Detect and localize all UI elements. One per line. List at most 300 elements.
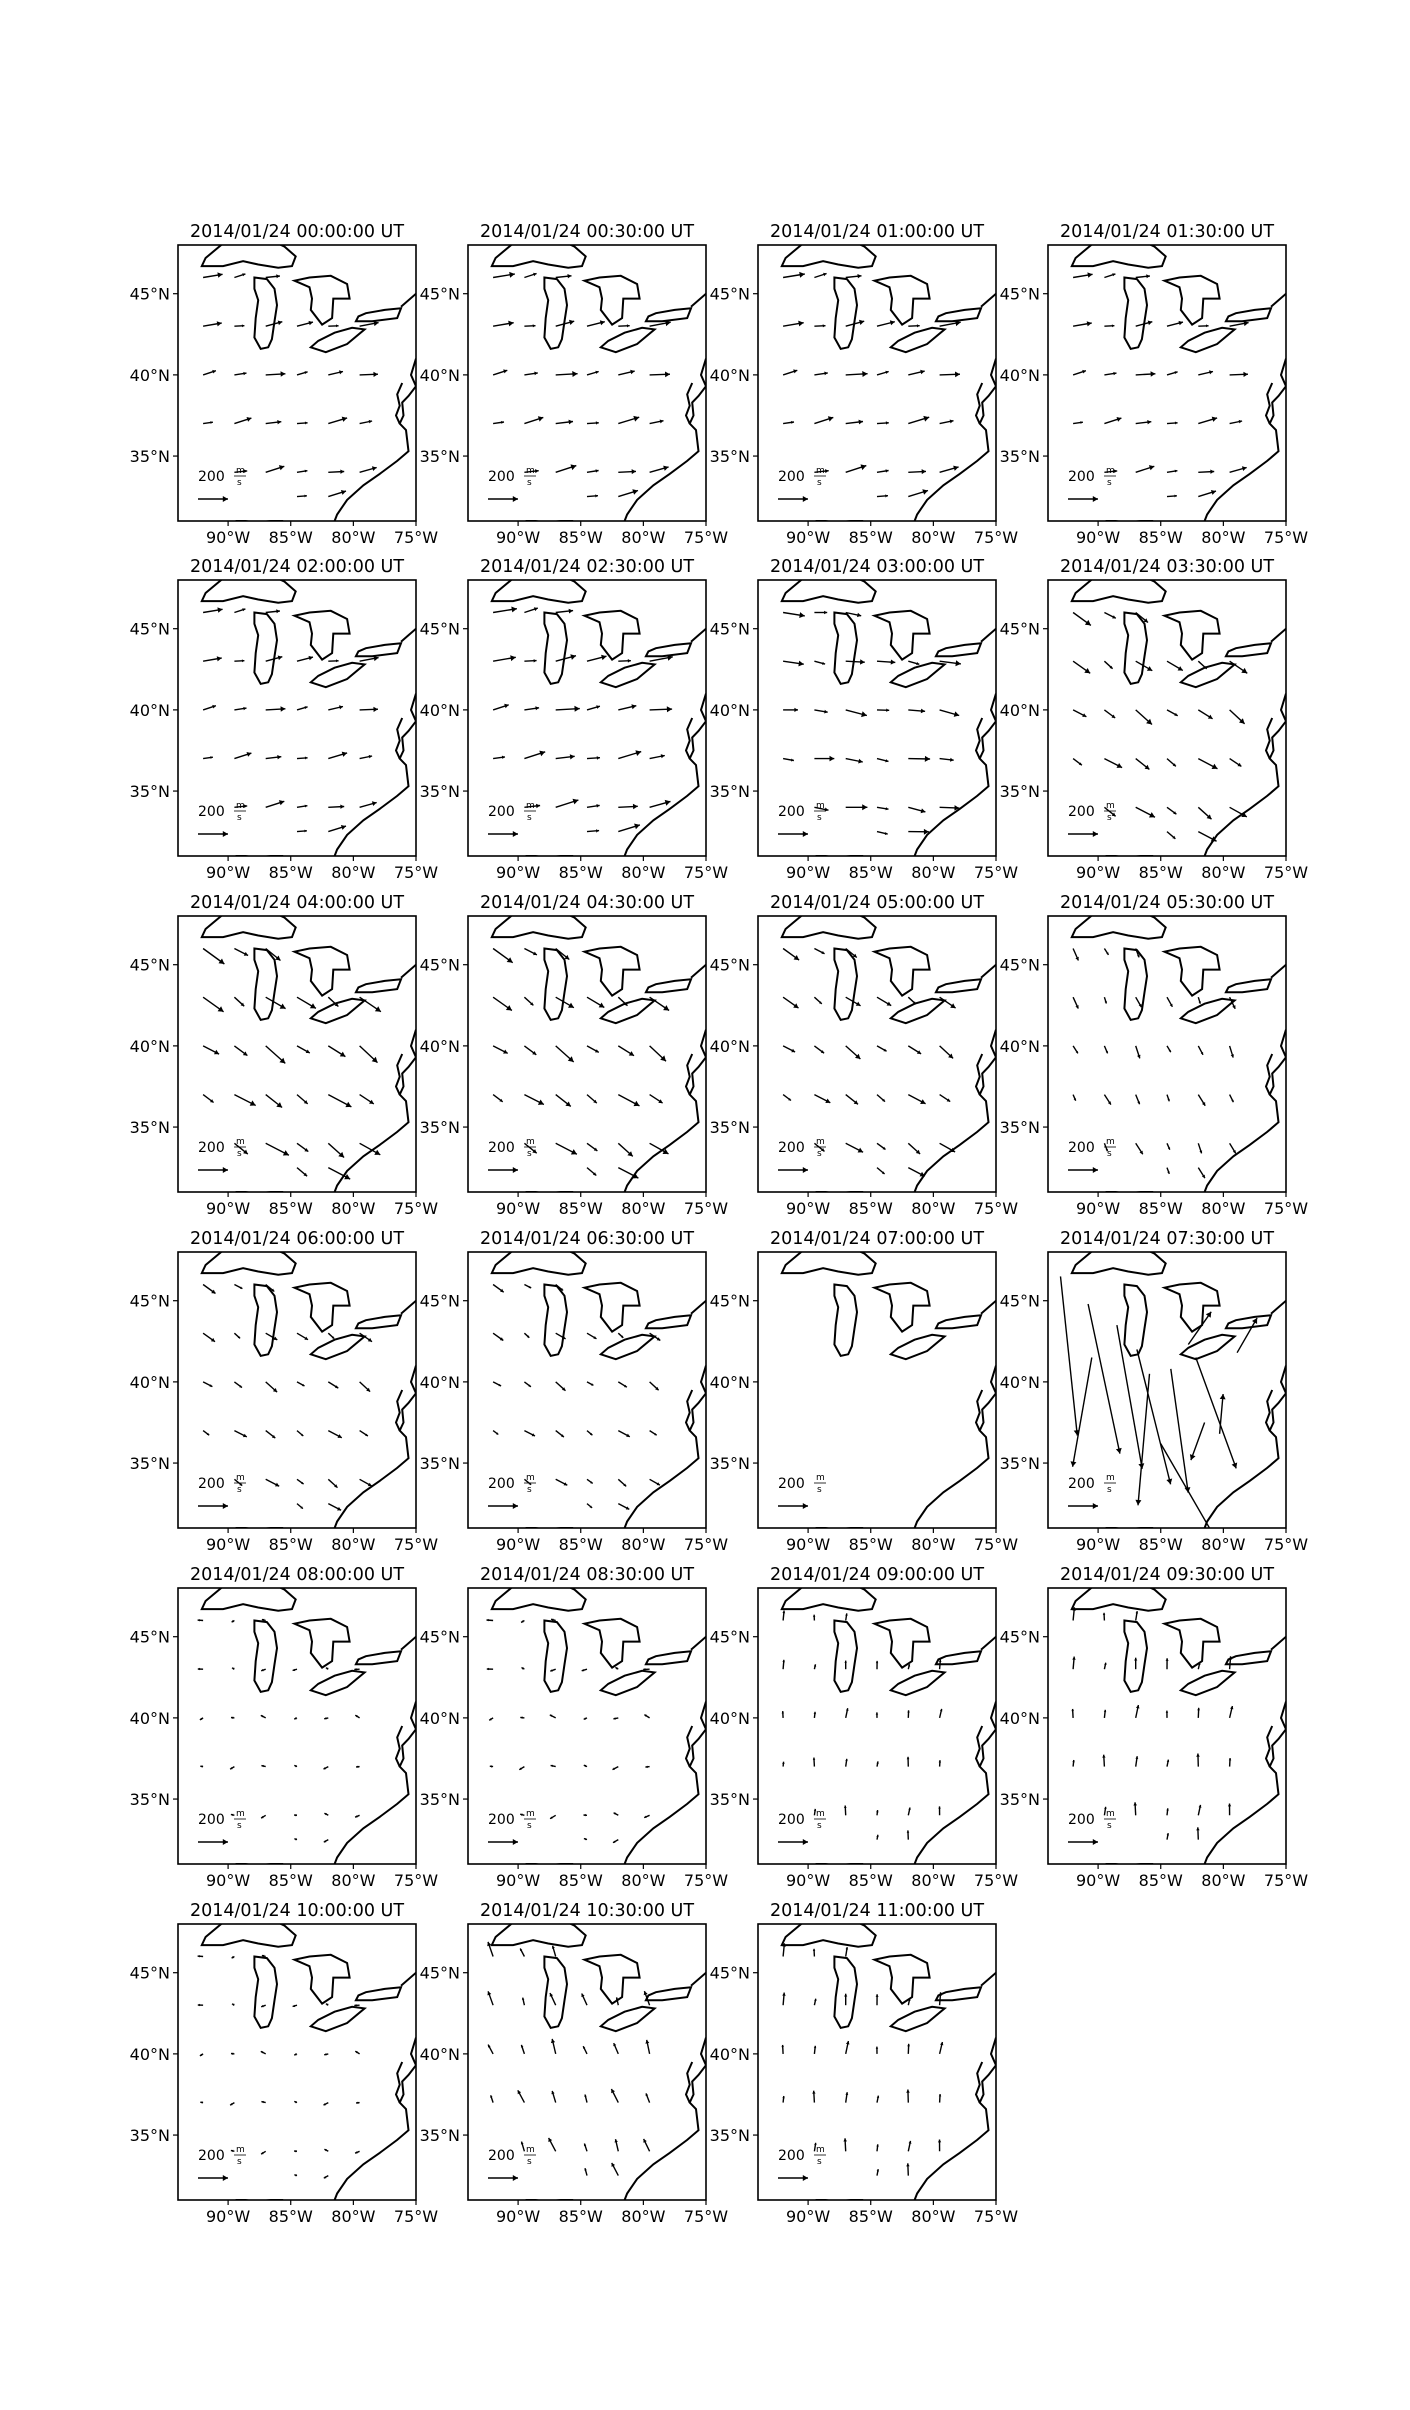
lake-outline — [1181, 1671, 1235, 1695]
wind-vector — [814, 710, 827, 714]
lon-tick-label: 85°W — [268, 2207, 313, 2226]
wind-vector — [297, 1333, 308, 1340]
lon-tick-label: 80°W — [621, 1199, 666, 1218]
wind-vector — [938, 1806, 941, 1815]
vector-head — [198, 1668, 200, 1671]
scale-unit-den: s — [237, 813, 242, 823]
vector-head — [667, 706, 672, 712]
coastline-bay — [1266, 1054, 1272, 1095]
river-line — [691, 1637, 706, 1650]
vector-head — [803, 1503, 808, 1509]
wind-vector — [328, 490, 346, 497]
wind-vector — [293, 2005, 297, 2007]
wind-vector — [1104, 417, 1121, 424]
wind-vector — [519, 1767, 524, 1770]
wind-vector — [261, 1815, 266, 1818]
wind-vector — [618, 750, 641, 758]
wind-vector — [1072, 1760, 1075, 1767]
lake-outline — [1226, 1651, 1271, 1664]
wind-vector — [324, 2149, 328, 2151]
lon-tick-label: 75°W — [1263, 528, 1309, 547]
lat-tick-label: 40°N — [709, 1708, 750, 1728]
scale-unit-den: s — [527, 1485, 532, 1495]
wind-vector — [876, 1835, 878, 1840]
vector-head — [305, 422, 308, 425]
wind-vector — [1198, 324, 1208, 327]
lake-outline — [601, 663, 655, 687]
lat-tick-label: 40°N — [999, 1036, 1040, 1056]
wind-vector — [266, 420, 282, 424]
lon-tick-label: 85°W — [558, 1535, 603, 1554]
wind-vector — [613, 1717, 618, 1719]
scale-unit-num: m — [236, 1473, 245, 1483]
panel-title: 2014/01/24 02:30:00 UT — [479, 557, 695, 577]
lake-outline — [601, 2007, 655, 2031]
vector-head — [1196, 1754, 1200, 1757]
vector-head — [862, 371, 867, 377]
lat-tick-label: 40°N — [419, 700, 460, 720]
wind-vector — [203, 1285, 215, 1294]
vector-field — [198, 1955, 360, 2178]
vector-head — [1196, 1827, 1199, 1830]
wind-vector — [328, 705, 343, 710]
wind-vector — [328, 1431, 342, 1438]
lon-tick-label: 75°W — [973, 528, 1019, 547]
wind-vector — [297, 1431, 303, 1436]
scale-label: 200 — [488, 469, 515, 485]
vector-head — [876, 2047, 879, 2049]
wind-vector — [877, 1143, 886, 1149]
lat-tick-label: 35°N — [999, 447, 1040, 467]
vector-head — [1212, 417, 1217, 422]
wind-vector — [521, 1620, 524, 1622]
wind-vector — [266, 1333, 278, 1340]
wind-vector — [584, 1838, 587, 1840]
wind-vector — [584, 1717, 587, 1719]
vector-head — [906, 2090, 910, 2093]
wind-vector — [908, 324, 919, 327]
scale-arrow — [198, 1503, 228, 1509]
wind-vector — [324, 2176, 329, 2179]
lake-outline — [1181, 999, 1235, 1023]
wind-vector — [493, 1095, 503, 1102]
river-line — [691, 294, 706, 307]
wind-vector — [487, 1668, 493, 1671]
wind-vector — [614, 1813, 619, 1816]
map-panel — [710, 1229, 1019, 1554]
lake-outline — [601, 999, 655, 1023]
lon-tick-label: 80°W — [1201, 1871, 1246, 1890]
vector-head — [1175, 422, 1178, 425]
vector-head — [876, 1994, 879, 1997]
panel-title: 2014/01/24 05:00:00 UT — [769, 893, 985, 913]
wind-vector — [846, 274, 862, 278]
lat-tick-label: 40°N — [419, 1036, 460, 1056]
wind-vector — [939, 2094, 942, 2103]
lake-outline — [875, 611, 930, 660]
wind-vector — [1104, 1710, 1107, 1718]
lake-outline — [544, 278, 567, 349]
wind-vector — [360, 372, 378, 377]
vector-head — [938, 1806, 941, 1808]
scale-label: 200 — [198, 1140, 225, 1156]
wind-vector — [813, 1615, 816, 1621]
wind-vector — [583, 2046, 587, 2054]
wind-vector — [1198, 997, 1201, 1004]
lon-tick-label: 90°W — [496, 1535, 541, 1554]
lon-tick-label: 90°W — [496, 528, 541, 547]
vector-field — [1073, 949, 1236, 1179]
wind-vector — [1167, 371, 1178, 375]
lon-tick-label: 75°W — [393, 1871, 439, 1890]
wind-vector — [1230, 759, 1242, 767]
lake-outline — [834, 1621, 857, 1692]
wind-vector — [297, 830, 307, 833]
lake-outline — [585, 1619, 640, 1668]
lake-outline — [891, 1335, 945, 1359]
wind-vector — [266, 997, 286, 1009]
wind-vector — [261, 1715, 266, 1718]
lon-tick-label: 90°W — [206, 1871, 251, 1890]
map-panel — [1000, 557, 1309, 882]
lat-tick-label: 45°N — [709, 1627, 750, 1647]
lat-tick-label: 35°N — [129, 1790, 170, 1810]
wind-vector — [1104, 1046, 1108, 1054]
wind-vector — [783, 708, 798, 712]
lake-outline — [585, 276, 640, 325]
lat-tick-label: 45°N — [419, 619, 460, 639]
vector-head — [628, 659, 631, 663]
coastline-bay — [976, 718, 982, 759]
wind-vector — [846, 1947, 849, 1956]
wind-vector — [556, 754, 575, 759]
lake-outline — [1165, 276, 1220, 325]
wind-vector — [266, 1095, 282, 1108]
coastline-atlantic — [1205, 1702, 1286, 1864]
wind-vector — [812, 2091, 815, 2103]
wind-vector — [328, 805, 344, 809]
wind-vector — [814, 2046, 817, 2054]
vector-head — [218, 1006, 224, 1012]
lake-outline — [875, 1283, 930, 1332]
lake-outline — [936, 1651, 981, 1664]
coastline-bay — [976, 1054, 982, 1095]
vector-head — [844, 1994, 847, 1997]
wind-vector — [908, 829, 929, 835]
wind-vector — [908, 2141, 911, 2151]
wind-vector — [1198, 417, 1217, 424]
map-panel — [130, 893, 439, 1218]
wind-vector — [877, 469, 889, 472]
vector-head — [1093, 496, 1098, 502]
wind-vector — [908, 1168, 924, 1177]
wind-vector — [587, 1168, 596, 1176]
scale-unit-den: s — [237, 1821, 242, 1831]
vector-head — [223, 2175, 228, 2181]
wind-vector — [232, 1668, 235, 1670]
wind-vector — [355, 1815, 360, 1817]
vector-head — [843, 2138, 847, 2141]
panel-title: 2014/01/24 10:00:00 UT — [189, 1901, 405, 1921]
wind-vector — [328, 825, 346, 832]
wind-vector — [846, 420, 863, 425]
wind-vector — [266, 755, 282, 759]
wind-vector — [294, 1814, 297, 1817]
wind-vector — [297, 1046, 310, 1053]
vector-head — [507, 957, 513, 963]
scale-label: 200 — [778, 2148, 805, 2164]
vector-field — [198, 1619, 360, 1842]
coastlines — [782, 572, 996, 858]
lon-tick-label: 90°W — [786, 528, 831, 547]
vector-head — [336, 324, 339, 327]
scale-unit-den: s — [1107, 1485, 1112, 1495]
lon-tick-label: 80°W — [911, 1535, 956, 1554]
wind-vector — [783, 949, 799, 961]
lat-tick-label: 35°N — [129, 447, 170, 467]
wind-vector — [907, 1830, 910, 1839]
wind-vector — [846, 710, 867, 717]
coastline-bay — [396, 2062, 402, 2103]
wind-vector — [556, 1046, 574, 1062]
wind-vector — [940, 710, 960, 717]
lon-tick-label: 80°W — [331, 863, 376, 882]
wind-vector — [556, 1143, 577, 1154]
wind-vector — [1167, 832, 1175, 839]
lon-tick-label: 80°W — [331, 1199, 376, 1218]
wind-vector — [618, 824, 640, 832]
wind-vector — [1190, 1423, 1205, 1461]
vector-head — [584, 1814, 586, 1817]
lat-tick-label: 35°N — [129, 782, 170, 802]
vector-head — [342, 417, 347, 422]
coastline-bay — [1266, 718, 1272, 759]
coastlines — [492, 237, 706, 523]
wind-vector — [1104, 372, 1116, 375]
wind-vector — [1167, 710, 1178, 716]
scale-unit-den: s — [817, 478, 822, 488]
wind-vector — [940, 372, 960, 378]
lake-outline — [356, 643, 401, 656]
wind-vector — [203, 949, 224, 965]
vector-head — [1206, 1312, 1211, 1318]
wind-vector — [814, 1712, 817, 1718]
wind-vector — [556, 706, 580, 712]
vector-head — [534, 659, 537, 662]
lake-outline — [254, 949, 277, 1020]
wind-vector — [360, 420, 373, 424]
wind-vector — [877, 320, 895, 326]
wind-vector — [1061, 1276, 1080, 1435]
vector-head — [242, 659, 245, 662]
wind-vector — [587, 1046, 599, 1053]
vector-head — [938, 2140, 941, 2143]
lake-outline — [646, 1315, 691, 1328]
scale-arrow — [778, 1503, 808, 1509]
coastline-atlantic — [335, 694, 416, 856]
coastline-atlantic — [915, 1366, 996, 1528]
panel-title: 2014/01/24 10:30:00 UT — [479, 1901, 695, 1921]
scale-label: 200 — [198, 469, 225, 485]
wind-vector — [940, 420, 954, 424]
lake-outline — [646, 979, 691, 992]
lat-tick-label: 45°N — [419, 955, 460, 975]
lake-outline — [311, 663, 365, 687]
vector-head — [305, 757, 308, 760]
map-panel — [130, 557, 439, 882]
vector-head — [632, 469, 636, 474]
wind-vector — [203, 1382, 212, 1387]
wind-vector — [1136, 371, 1156, 377]
lat-tick-label: 45°N — [129, 1627, 170, 1647]
wind-vector — [1167, 470, 1177, 473]
lon-tick-label: 90°W — [206, 528, 251, 547]
wind-vector — [324, 1813, 328, 1815]
lake-outline — [544, 949, 567, 1020]
lake-outline — [936, 1315, 981, 1328]
vector-head — [823, 324, 826, 327]
wind-vector — [493, 1431, 498, 1435]
vector-head — [597, 756, 600, 760]
wind-vector — [1104, 273, 1115, 277]
wind-vector — [1167, 1168, 1170, 1174]
wind-vector — [521, 2045, 525, 2054]
lon-tick-label: 85°W — [1138, 1535, 1183, 1554]
wind-vector — [843, 2138, 847, 2151]
wind-vector — [297, 1143, 308, 1151]
lat-tick-label: 45°N — [129, 955, 170, 975]
scale-unit-num: m — [1106, 1137, 1115, 1147]
lon-tick-label: 80°W — [1201, 863, 1246, 882]
map-panel — [130, 1229, 439, 1554]
vector-head — [342, 752, 347, 757]
lon-tick-label: 85°W — [848, 1535, 893, 1554]
lat-tick-label: 40°N — [709, 1372, 750, 1392]
vector-head — [876, 1661, 879, 1663]
lon-tick-label: 80°W — [621, 2207, 666, 2226]
scale-unit-den: s — [1107, 478, 1112, 488]
scale-label: 200 — [1068, 469, 1095, 485]
lon-tick-label: 80°W — [911, 863, 956, 882]
lake-outline — [891, 999, 945, 1023]
wind-vector — [552, 1946, 556, 1957]
vector-head — [955, 372, 960, 378]
wind-vector — [261, 1765, 265, 1767]
vector-shaft — [1237, 1318, 1257, 1353]
wind-vector — [783, 421, 794, 424]
wind-vector — [613, 1767, 619, 1770]
wind-vector — [294, 1717, 297, 1719]
wind-vector — [521, 2142, 525, 2152]
vector-field — [487, 1619, 650, 1843]
wind-vector — [324, 1840, 329, 1843]
wind-vector — [522, 1998, 525, 2006]
scale-label: 200 — [1068, 804, 1095, 820]
vector-head — [907, 1757, 910, 1759]
wind-vector — [906, 2090, 910, 2103]
lake-outline — [1226, 979, 1271, 992]
wind-vector — [297, 321, 313, 326]
vector-head — [781, 2045, 784, 2047]
wind-vector — [877, 1046, 887, 1051]
scale-unit-num: m — [816, 1809, 825, 1819]
coastlines — [1072, 1244, 1286, 1530]
wind-vector — [200, 1765, 203, 1768]
wind-vector — [877, 807, 889, 810]
vector-head — [803, 1839, 808, 1845]
wind-vector — [324, 1717, 328, 1719]
vector-head — [921, 808, 926, 813]
vector-head — [812, 2091, 815, 2094]
coastline-atlantic — [625, 1030, 706, 1192]
lat-tick-label: 35°N — [129, 2126, 170, 2146]
vector-head — [876, 1712, 879, 1714]
river-line — [691, 629, 706, 642]
wind-vector — [876, 1810, 879, 1815]
lon-tick-label: 75°W — [683, 2207, 729, 2226]
lat-tick-label: 40°N — [999, 1372, 1040, 1392]
wind-vector — [203, 370, 216, 375]
wind-vector — [613, 1840, 618, 1843]
wind-vector — [203, 321, 222, 326]
wind-vector — [231, 2150, 235, 2152]
river-line — [401, 1637, 416, 1650]
wind-vector — [556, 1382, 566, 1391]
scale-arrow — [488, 831, 518, 837]
wind-vector — [1198, 807, 1211, 819]
wind-vector — [877, 421, 889, 424]
wind-vector — [1230, 710, 1245, 724]
scale-unit-den: s — [527, 1821, 532, 1831]
wind-vector — [200, 2054, 203, 2056]
wind-vector — [524, 1382, 531, 1387]
vector-head — [925, 756, 930, 762]
wind-vector — [1196, 1754, 1200, 1767]
wind-vector — [266, 274, 280, 278]
wind-vector — [1073, 997, 1079, 1008]
wind-vector — [493, 272, 515, 278]
wind-vector — [231, 2053, 234, 2056]
wind-vector — [782, 1611, 785, 1621]
lake-outline — [646, 1987, 691, 2000]
scale-arrow — [1068, 831, 1098, 837]
vector-head — [630, 370, 635, 375]
wind-vector — [783, 997, 798, 1008]
lon-tick-label: 80°W — [1201, 1535, 1246, 1554]
scale-unit-num: m — [236, 2145, 245, 2155]
river-line — [981, 965, 996, 978]
lat-tick-label: 40°N — [129, 1372, 170, 1392]
wind-vector — [356, 2102, 360, 2105]
coastlines — [492, 908, 706, 1194]
coastline-bay — [976, 2062, 982, 2103]
panel-title: 2014/01/24 09:00:00 UT — [769, 1565, 985, 1585]
wind-vector — [1136, 274, 1150, 278]
wind-vector — [1198, 759, 1217, 769]
wind-vector — [493, 655, 516, 661]
wind-vector — [877, 759, 889, 763]
scale-arrow — [488, 1167, 518, 1173]
vector-shaft — [1138, 1374, 1150, 1506]
lon-tick-label: 80°W — [331, 1871, 376, 1890]
wind-vector — [814, 324, 825, 327]
map-panel — [710, 1565, 1019, 1890]
wind-vector — [876, 1994, 879, 2005]
lake-outline — [356, 979, 401, 992]
coastline-bay — [1266, 1390, 1272, 1431]
map-panel — [130, 1901, 439, 2226]
vector-head — [803, 831, 808, 837]
